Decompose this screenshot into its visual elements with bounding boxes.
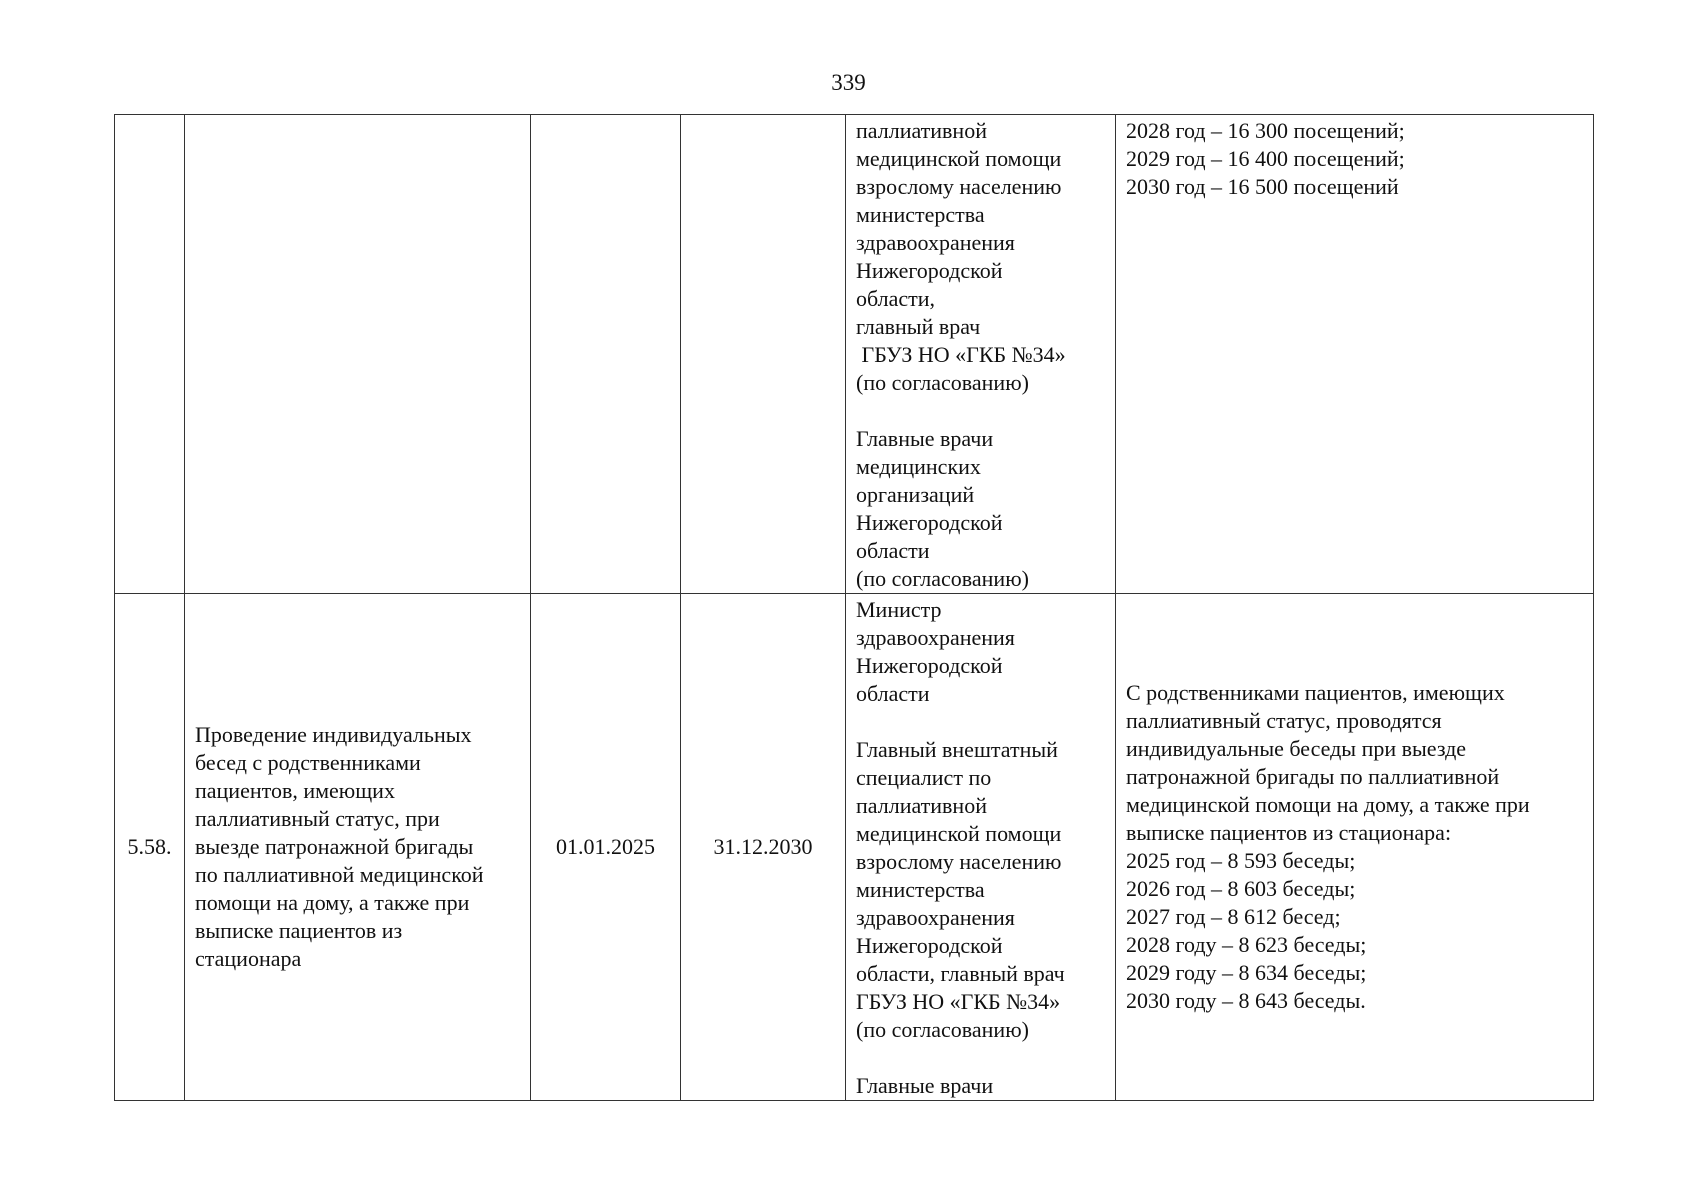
responsible-line: взрослому населению (856, 174, 1062, 199)
activity-line: пациентов, имеющих (195, 778, 395, 803)
responsible-line: медицинских (856, 454, 981, 479)
responsible-line: Нижегородской (856, 510, 1003, 535)
start-date-cell (531, 594, 681, 1101)
result-line: 2028 году – 8 623 беседы; (1126, 932, 1367, 957)
result-line: 2030 год – 16 500 посещений (1126, 174, 1399, 199)
result-line: патронажной бригады по паллиативной (1126, 764, 1500, 789)
responsible-line: Нижегородской (856, 258, 1003, 283)
activity-line: выезде патронажной бригады (195, 834, 474, 859)
responsible-line: Министр (856, 597, 942, 622)
result-line: паллиативный статус, проводятся (1126, 708, 1442, 733)
responsible-line: области, (856, 286, 936, 311)
responsible-line: министерства (856, 202, 985, 227)
responsible-line: Главные врачи (856, 1073, 994, 1098)
responsible-line: Главный внештатный (856, 737, 1058, 762)
responsible-line: министерства (856, 877, 985, 902)
responsible-line: специалист по (856, 765, 992, 790)
result-line: 2030 году – 8 643 беседы. (1126, 988, 1366, 1013)
result-line: 2027 год – 8 612 бесед; (1126, 904, 1341, 929)
result-line: 2029 году – 8 634 беседы; (1126, 960, 1367, 985)
responsible-line: (по согласованию) (856, 370, 1029, 395)
responsible-line: (по согласованию) (856, 1017, 1029, 1042)
activity-line: помощи на дому, а также при (195, 890, 470, 915)
responsible-line: ГБУЗ НО «ГКБ №34» (856, 989, 1061, 1014)
activity-cell (185, 115, 531, 594)
responsible-line: взрослому населению (856, 849, 1062, 874)
responsible-line: ГБУЗ НО «ГКБ №34» (856, 342, 1066, 367)
result-line: выписке пациентов из стационара: (1126, 820, 1452, 845)
responsible-line: медицинской помощи (856, 821, 1062, 846)
responsible-cell (846, 115, 1116, 594)
start-date: 01.01.2025 (556, 834, 655, 859)
responsible-line: паллиативной (856, 118, 987, 143)
responsible-line: области (856, 538, 930, 563)
responsible-line: организаций (856, 482, 975, 507)
result-line: индивидуальные беседы при выезде (1126, 736, 1467, 761)
measures-table (114, 114, 1594, 1101)
responsible-line: Нижегородской (856, 653, 1003, 678)
responsible-line: здравоохранения (856, 625, 1015, 650)
row-number-cell (115, 115, 185, 594)
row-number-cell (115, 594, 185, 1101)
responsible-line: главный врач (856, 314, 981, 339)
responsible-line: здравоохранения (856, 230, 1015, 255)
page-number: 339 (831, 70, 866, 95)
activity-line: стационара (195, 946, 302, 971)
row-number: 5.58. (127, 834, 172, 859)
result-line: 2029 год – 16 400 посещений; (1126, 146, 1405, 171)
result-cell (1116, 115, 1594, 594)
responsible-line: (по согласованию) (856, 566, 1029, 591)
table-row (115, 115, 1594, 594)
table-row (115, 594, 1594, 1101)
start-date-cell (531, 115, 681, 594)
responsible-line: Нижегородской (856, 933, 1003, 958)
responsible-line: Главные врачи (856, 426, 994, 451)
result-line: медицинской помощи на дому, а также при (1126, 792, 1530, 817)
activity-line: Проведение индивидуальных (195, 722, 472, 747)
activity-line: выписке пациентов из (195, 918, 403, 943)
activity-line: по паллиативной медицинской (195, 862, 484, 887)
end-date-cell (681, 594, 846, 1101)
activity-line: паллиативный статус, при (195, 806, 440, 831)
result-line: 2025 год – 8 593 беседы; (1126, 848, 1356, 873)
responsible-line: медицинской помощи (856, 146, 1062, 171)
responsible-line: здравоохранения (856, 905, 1015, 930)
end-date-cell (681, 115, 846, 594)
responsible-line: паллиативной (856, 793, 987, 818)
result-line: 2026 год – 8 603 беседы; (1126, 876, 1356, 901)
end-date: 31.12.2030 (713, 834, 813, 859)
activity-line: бесед с родственниками (195, 750, 421, 775)
activity-cell (185, 594, 531, 1101)
responsible-line: области (856, 681, 930, 706)
result-line: С родственниками пациентов, имеющих (1126, 680, 1505, 705)
result-cell (1116, 594, 1594, 1101)
responsible-line: области, главный врач (856, 961, 1065, 986)
result-line: 2028 год – 16 300 посещений; (1126, 118, 1405, 143)
responsible-cell (846, 594, 1116, 1101)
